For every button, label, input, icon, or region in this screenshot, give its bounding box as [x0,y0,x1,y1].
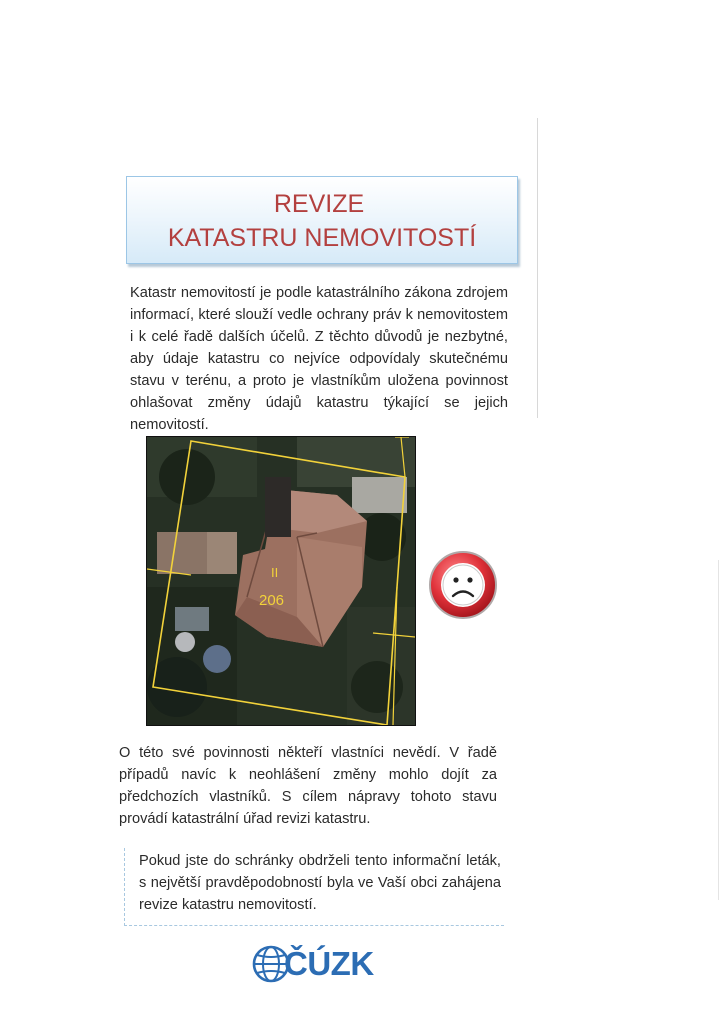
info-note-text: Pokud jste do schránky obdrželi tento informační leták, s největší pravděpodobností byla ve Vaší obci zahájena revize katastru nemovitostí. [139,853,501,913]
explanation-paragraph: O této své povinnosti někteří vlastníci nevědí. V řadě případů navíc k neohlášení změny mohlo dojít za předchozích vlastníků. S cílem nápravy tohoto stavu provádí katastrální úřad revizi katastru. [119,745,497,827]
scan-edge-line [537,118,538,418]
logo-text: ČÚZK [284,945,374,982]
cuzk-logo [251,942,381,988]
info-note-box [124,848,504,926]
parcel-number: 206 [259,592,285,609]
sad-face-icon [428,550,498,620]
title-banner [126,176,518,264]
title-line-2: KATASTRU NEMOVITOSTÍ [167,224,477,252]
intro-paragraph: Katastr nemovitostí je podle katastrálního zákona zdrojem informací, které slouží vedle ochrany práv k nemovitostem i k celé řadě dalších účelů. Z těchto důvodů je nezbytné, aby údaje katastru co nejvíce odpovídaly skutečnému stavu v terénu, a proto je vlastníkům uložena povinnost ohlašovat změny údajů katastru týkající se jejich nemovitostí. [130,285,508,433]
aerial-cadastral-map [146,436,416,726]
title-line-1: REVIZE [273,190,365,218]
scan-edge-line [718,560,719,900]
parcel-label: II [271,565,279,580]
